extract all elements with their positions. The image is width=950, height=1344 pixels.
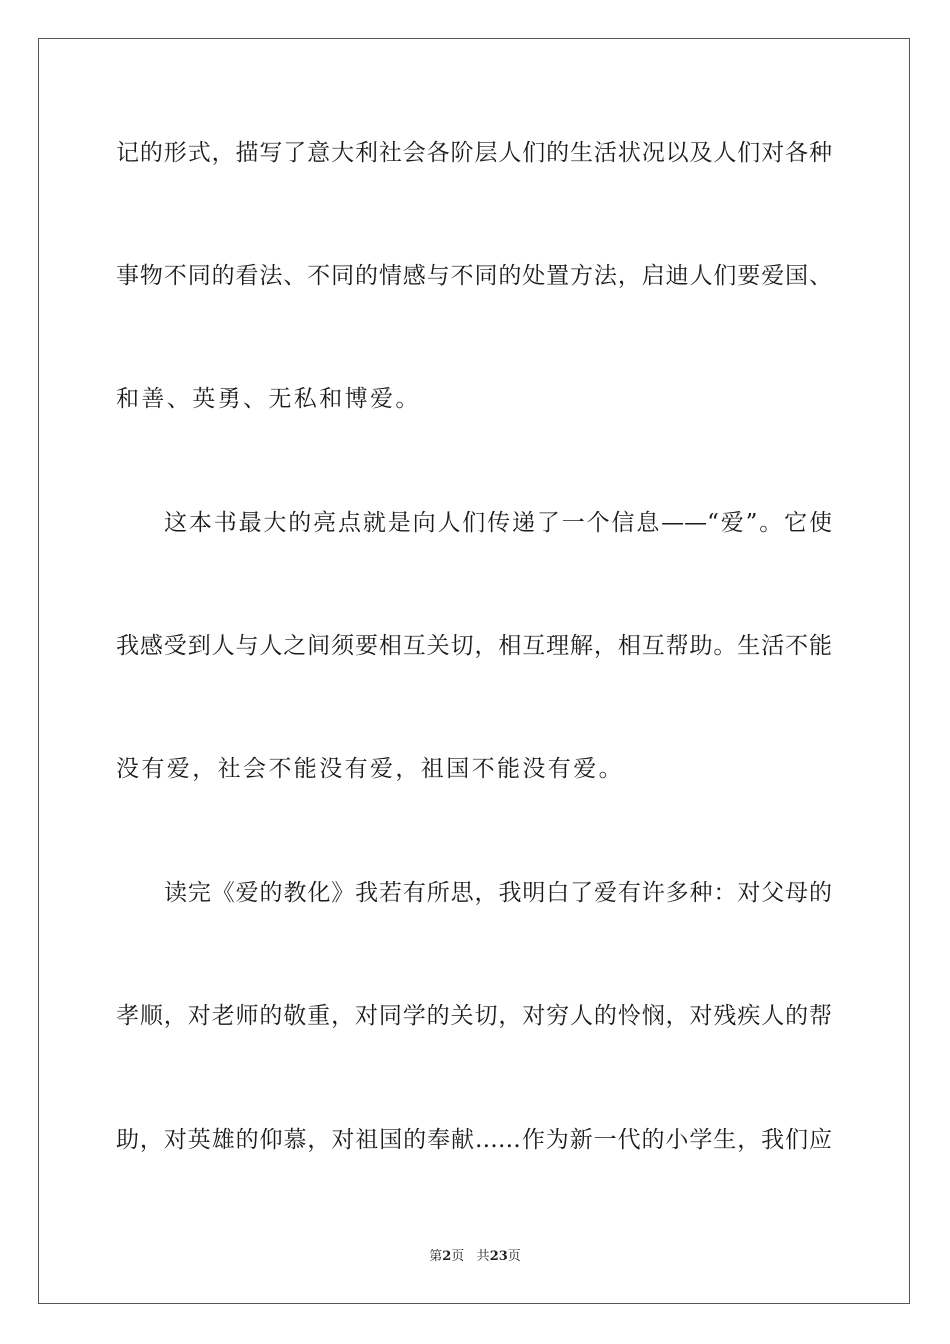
text-line: 我感受到人与人之间须要相互关切，相互理解，相互帮助。生活不能 [116,633,832,659]
page-border [38,38,910,1304]
page-suffix: 页 [451,1249,465,1264]
text-line: 事物不同的看法、不同的情感与不同的处置方法，启迪人们要爱国、 [116,263,832,289]
text-line: 没有爱，社会不能没有爱，祖国不能没有爱。 [116,756,624,782]
text-line: 记的形式，描写了意大利社会各阶层人们的生活状况以及人们对各种 [116,140,832,166]
text-line: 孝顺，对老师的敬重，对同学的关切，对穷人的怜悯，对残疾人的帮 [116,1003,832,1029]
page-footer [0,1248,950,1266]
page-current: 2 [442,1249,452,1264]
text-line: 助，对英雄的仰慕，对祖国的奉献……作为新一代的小学生，我们应 [116,1127,832,1153]
total-prefix: 共 [476,1249,490,1264]
paragraph-start-line: 这本书最大的亮点就是向人们传递了一个信息——“爱”。它使 [164,510,832,536]
page-total: 23 [489,1249,508,1264]
page-prefix: 第 [429,1249,443,1264]
paragraph-start-line: 读完《爱的教化》我若有所思，我明白了爱有许多种：对父母的 [164,880,832,906]
text-line: 和善、英勇、无私和博爱。 [116,386,421,412]
total-suffix: 页 [507,1249,521,1264]
